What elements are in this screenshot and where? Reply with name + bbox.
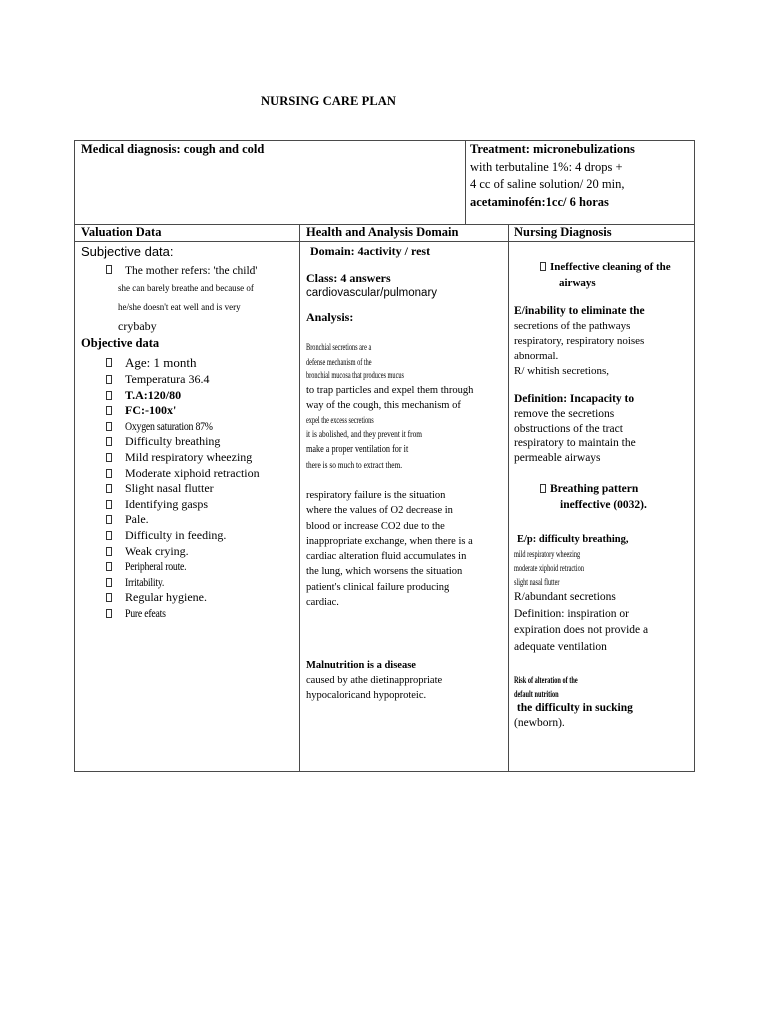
ei-line: secretions of the pathways bbox=[514, 320, 631, 332]
objective-item-text: Age: 1 month bbox=[125, 355, 197, 370]
medical-diagnosis: Medical diagnosis: cough and cold bbox=[81, 142, 265, 156]
care-plan-table bbox=[74, 140, 695, 772]
objective-item-text: Irritability. bbox=[125, 574, 165, 589]
respiratory-failure-text bbox=[306, 488, 502, 610]
objective-item-text: Slight nasal flutter bbox=[125, 481, 214, 496]
objective-item bbox=[81, 575, 299, 591]
domain-column bbox=[306, 244, 502, 703]
risk-small-line: Risk of alteration of the bbox=[514, 675, 578, 685]
objective-item bbox=[81, 419, 299, 435]
malnutrition-block bbox=[306, 658, 502, 703]
ep-title: E/p: difficulty breathing, bbox=[517, 534, 629, 545]
failure-line: inappropriate exchange, when there is a bbox=[306, 535, 473, 547]
analysis-line: way of the cough, this mechanism of bbox=[306, 400, 461, 411]
objective-item bbox=[81, 434, 299, 450]
col-divider-1 bbox=[299, 224, 300, 772]
subjective-line: she can barely breathe and because of bbox=[118, 283, 254, 293]
diagnosis-2-title-line: Breathing pattern bbox=[550, 483, 639, 495]
checkbox-bullet-icon bbox=[106, 609, 112, 618]
failure-line: where the values of O2 decrease in bbox=[306, 505, 453, 517]
analysis-line: there is so much to extract them. bbox=[306, 460, 403, 470]
objective-title: Objective data bbox=[81, 336, 160, 350]
objective-item bbox=[81, 354, 299, 372]
subjective-list bbox=[81, 263, 299, 279]
list-item bbox=[81, 263, 299, 279]
checkbox-bullet-icon bbox=[106, 469, 112, 478]
checkbox-bullet-icon bbox=[540, 262, 546, 271]
page-title: NURSING CARE PLAN bbox=[261, 94, 397, 108]
top-col-divider bbox=[465, 140, 466, 225]
definition-line: permeable airways bbox=[514, 451, 601, 464]
objective-item-text: Difficulty in feeding. bbox=[125, 527, 227, 542]
class-sub: cardiovascular/pulmonary bbox=[306, 287, 438, 299]
ei-line: abnormal. bbox=[514, 350, 559, 362]
objective-item bbox=[81, 544, 299, 560]
objective-item bbox=[81, 466, 299, 482]
ei-line: R/ whitish secretions, bbox=[514, 365, 610, 377]
checkbox-bullet-icon bbox=[106, 562, 112, 571]
checkbox-bullet-icon bbox=[540, 484, 546, 493]
treatment-line: 4 cc of saline solution/ 20 min, bbox=[470, 177, 625, 191]
objective-item-text: Difficulty breathing bbox=[125, 434, 221, 449]
diagnosis-1-title-line: Ineffective cleaning of the bbox=[550, 261, 671, 273]
domain-line: Domain: 4activity / rest bbox=[310, 244, 431, 258]
treatment-cell bbox=[470, 141, 692, 211]
definition-line: respiratory to maintain the bbox=[514, 437, 636, 449]
failure-line: cardiac. bbox=[306, 597, 339, 609]
treatment-bold-line: acetaminofén:1cc/ 6 horas bbox=[470, 194, 609, 209]
checkbox-bullet-icon bbox=[106, 531, 112, 540]
ep-text bbox=[514, 589, 690, 655]
valuation-column bbox=[81, 244, 299, 622]
objective-item bbox=[81, 559, 299, 575]
checkbox-bullet-icon bbox=[106, 578, 112, 587]
diagnosis-1-title bbox=[514, 260, 690, 275]
subjective-title: Subjective data: bbox=[81, 244, 174, 259]
objective-item-text: Regular hygiene. bbox=[125, 590, 207, 605]
analysis-line: bronchial mucosa that produces mucus bbox=[306, 370, 404, 380]
analysis-text bbox=[306, 339, 502, 471]
objective-item-text: Peripheral route. bbox=[125, 559, 187, 574]
definition-title: Definition: Incapacity to bbox=[514, 393, 635, 405]
header-valuation: Valuation Data bbox=[81, 225, 162, 239]
malnutrition-line: caused by athe dietinappropriate bbox=[306, 675, 443, 687]
objective-item-text: Temperatura 36.4 bbox=[125, 372, 210, 386]
objective-item bbox=[81, 403, 299, 419]
objective-item-text: T.A:120/80 bbox=[125, 387, 182, 402]
objective-list bbox=[81, 354, 299, 622]
checkbox-bullet-icon bbox=[106, 406, 112, 415]
ei-line: respiratory, respiratory noises bbox=[514, 335, 645, 347]
ei-title: E/inability to eliminate the bbox=[514, 305, 645, 317]
ep-line: Definition: inspiration or bbox=[514, 607, 629, 620]
objective-item-text: FC:-100x' bbox=[125, 403, 177, 418]
analysis-line: defense mechanism of the bbox=[306, 357, 372, 367]
ep-small-line: moderate xiphoid retraction bbox=[514, 563, 584, 573]
definition-line: remove the secretions bbox=[514, 408, 615, 420]
treatment-label: Treatment: micronebulizations bbox=[470, 142, 635, 156]
checkbox-bullet-icon bbox=[106, 547, 112, 556]
objective-item-text: Moderate xiphoid retraction bbox=[125, 465, 260, 480]
diagnosis-2-title bbox=[514, 482, 690, 497]
diagnosis-2-title-line: ineffective (0032). bbox=[560, 499, 647, 511]
malnutrition-title: Malnutrition is a disease bbox=[306, 660, 416, 672]
header-diagnosis: Nursing Diagnosis bbox=[514, 225, 612, 239]
objective-item-text: Mild respiratory wheezing bbox=[125, 449, 253, 464]
header-domain: Health and Analysis Domain bbox=[306, 225, 459, 239]
ep-small-text bbox=[514, 547, 690, 589]
checkbox-bullet-icon bbox=[106, 437, 112, 446]
objective-item bbox=[81, 450, 299, 466]
analysis-line: expel the excess secretions bbox=[306, 415, 374, 425]
objective-item-text: Pure efeats bbox=[125, 605, 166, 620]
checkbox-bullet-icon bbox=[106, 422, 112, 431]
risk-end: (newborn). bbox=[514, 717, 565, 729]
definition-text bbox=[514, 407, 690, 465]
checkbox-bullet-icon bbox=[106, 453, 112, 462]
failure-line: cardiac alteration fluid accumulates in bbox=[306, 551, 467, 563]
treatment-line: with terbutaline 1%: 4 drops + bbox=[470, 159, 623, 174]
failure-line: the lung, which worsens the situation bbox=[306, 566, 463, 578]
ep-small-line: slight nasal flutter bbox=[514, 577, 560, 587]
subjective-line: The mother refers: 'the child' bbox=[125, 265, 258, 277]
objective-item bbox=[81, 512, 299, 528]
objective-item bbox=[81, 481, 299, 497]
checkbox-bullet-icon bbox=[106, 484, 112, 493]
ep-small-line: mild respiratory wheezing bbox=[514, 549, 581, 559]
analysis-title: Analysis: bbox=[306, 310, 354, 324]
objective-item bbox=[81, 497, 299, 513]
objective-item-text: Pale. bbox=[125, 512, 149, 527]
objective-item-text: Oxygen saturation 87% bbox=[125, 418, 213, 433]
checkbox-bullet-icon bbox=[106, 515, 112, 524]
header-divider bbox=[74, 241, 695, 242]
objective-item-text: Weak crying. bbox=[125, 543, 189, 558]
objective-item-text: Identifying gasps bbox=[125, 496, 208, 511]
malnutrition-line: hypocaloricand hypoproteic. bbox=[306, 690, 427, 702]
analysis-line: to trap particles and expel them through bbox=[306, 385, 474, 396]
checkbox-bullet-icon bbox=[106, 265, 112, 274]
ep-line: expiration does not provide a bbox=[514, 624, 649, 636]
objective-item bbox=[81, 606, 299, 622]
table-border-left bbox=[74, 140, 75, 772]
failure-line: blood or increase CO2 due to the bbox=[306, 520, 445, 532]
checkbox-bullet-icon bbox=[106, 593, 112, 602]
failure-line: patient's clinical failure producing bbox=[306, 581, 450, 593]
ep-line: R/abundant secretions bbox=[514, 591, 616, 603]
diagnosis-1-title-line: airways bbox=[559, 277, 596, 289]
table-border-right bbox=[694, 140, 695, 772]
risk-title bbox=[514, 673, 690, 701]
subjective-line: he/she doesn't eat well and is very bbox=[118, 302, 241, 312]
ep-line: adequate ventilation bbox=[514, 640, 607, 653]
objective-item bbox=[81, 372, 299, 388]
analysis-line: it is abolished, and they prevent it from bbox=[306, 429, 423, 439]
checkbox-bullet-icon bbox=[106, 358, 112, 367]
checkbox-bullet-icon bbox=[106, 391, 112, 400]
failure-line: respiratory failure is the situation bbox=[306, 490, 446, 501]
objective-item bbox=[81, 590, 299, 606]
objective-item bbox=[81, 388, 299, 404]
diagnosis-column bbox=[514, 244, 690, 731]
col-divider-2 bbox=[508, 224, 509, 772]
ei-text bbox=[514, 319, 690, 379]
subjective-line: crybaby bbox=[118, 319, 157, 333]
analysis-line: Bronchial secretions are a bbox=[306, 342, 372, 352]
definition-line: obstructions of the tract bbox=[514, 422, 623, 435]
objective-item bbox=[81, 528, 299, 544]
table-border-bottom bbox=[74, 771, 695, 772]
risk-small-line: default nutrition bbox=[514, 689, 559, 699]
checkbox-bullet-icon bbox=[106, 375, 112, 384]
analysis-line: make a proper ventilation for it bbox=[306, 444, 409, 455]
risk-bold: the difficulty in sucking bbox=[514, 702, 633, 714]
class-line: Class: 4 answers bbox=[306, 271, 391, 285]
checkbox-bullet-icon bbox=[106, 500, 112, 509]
